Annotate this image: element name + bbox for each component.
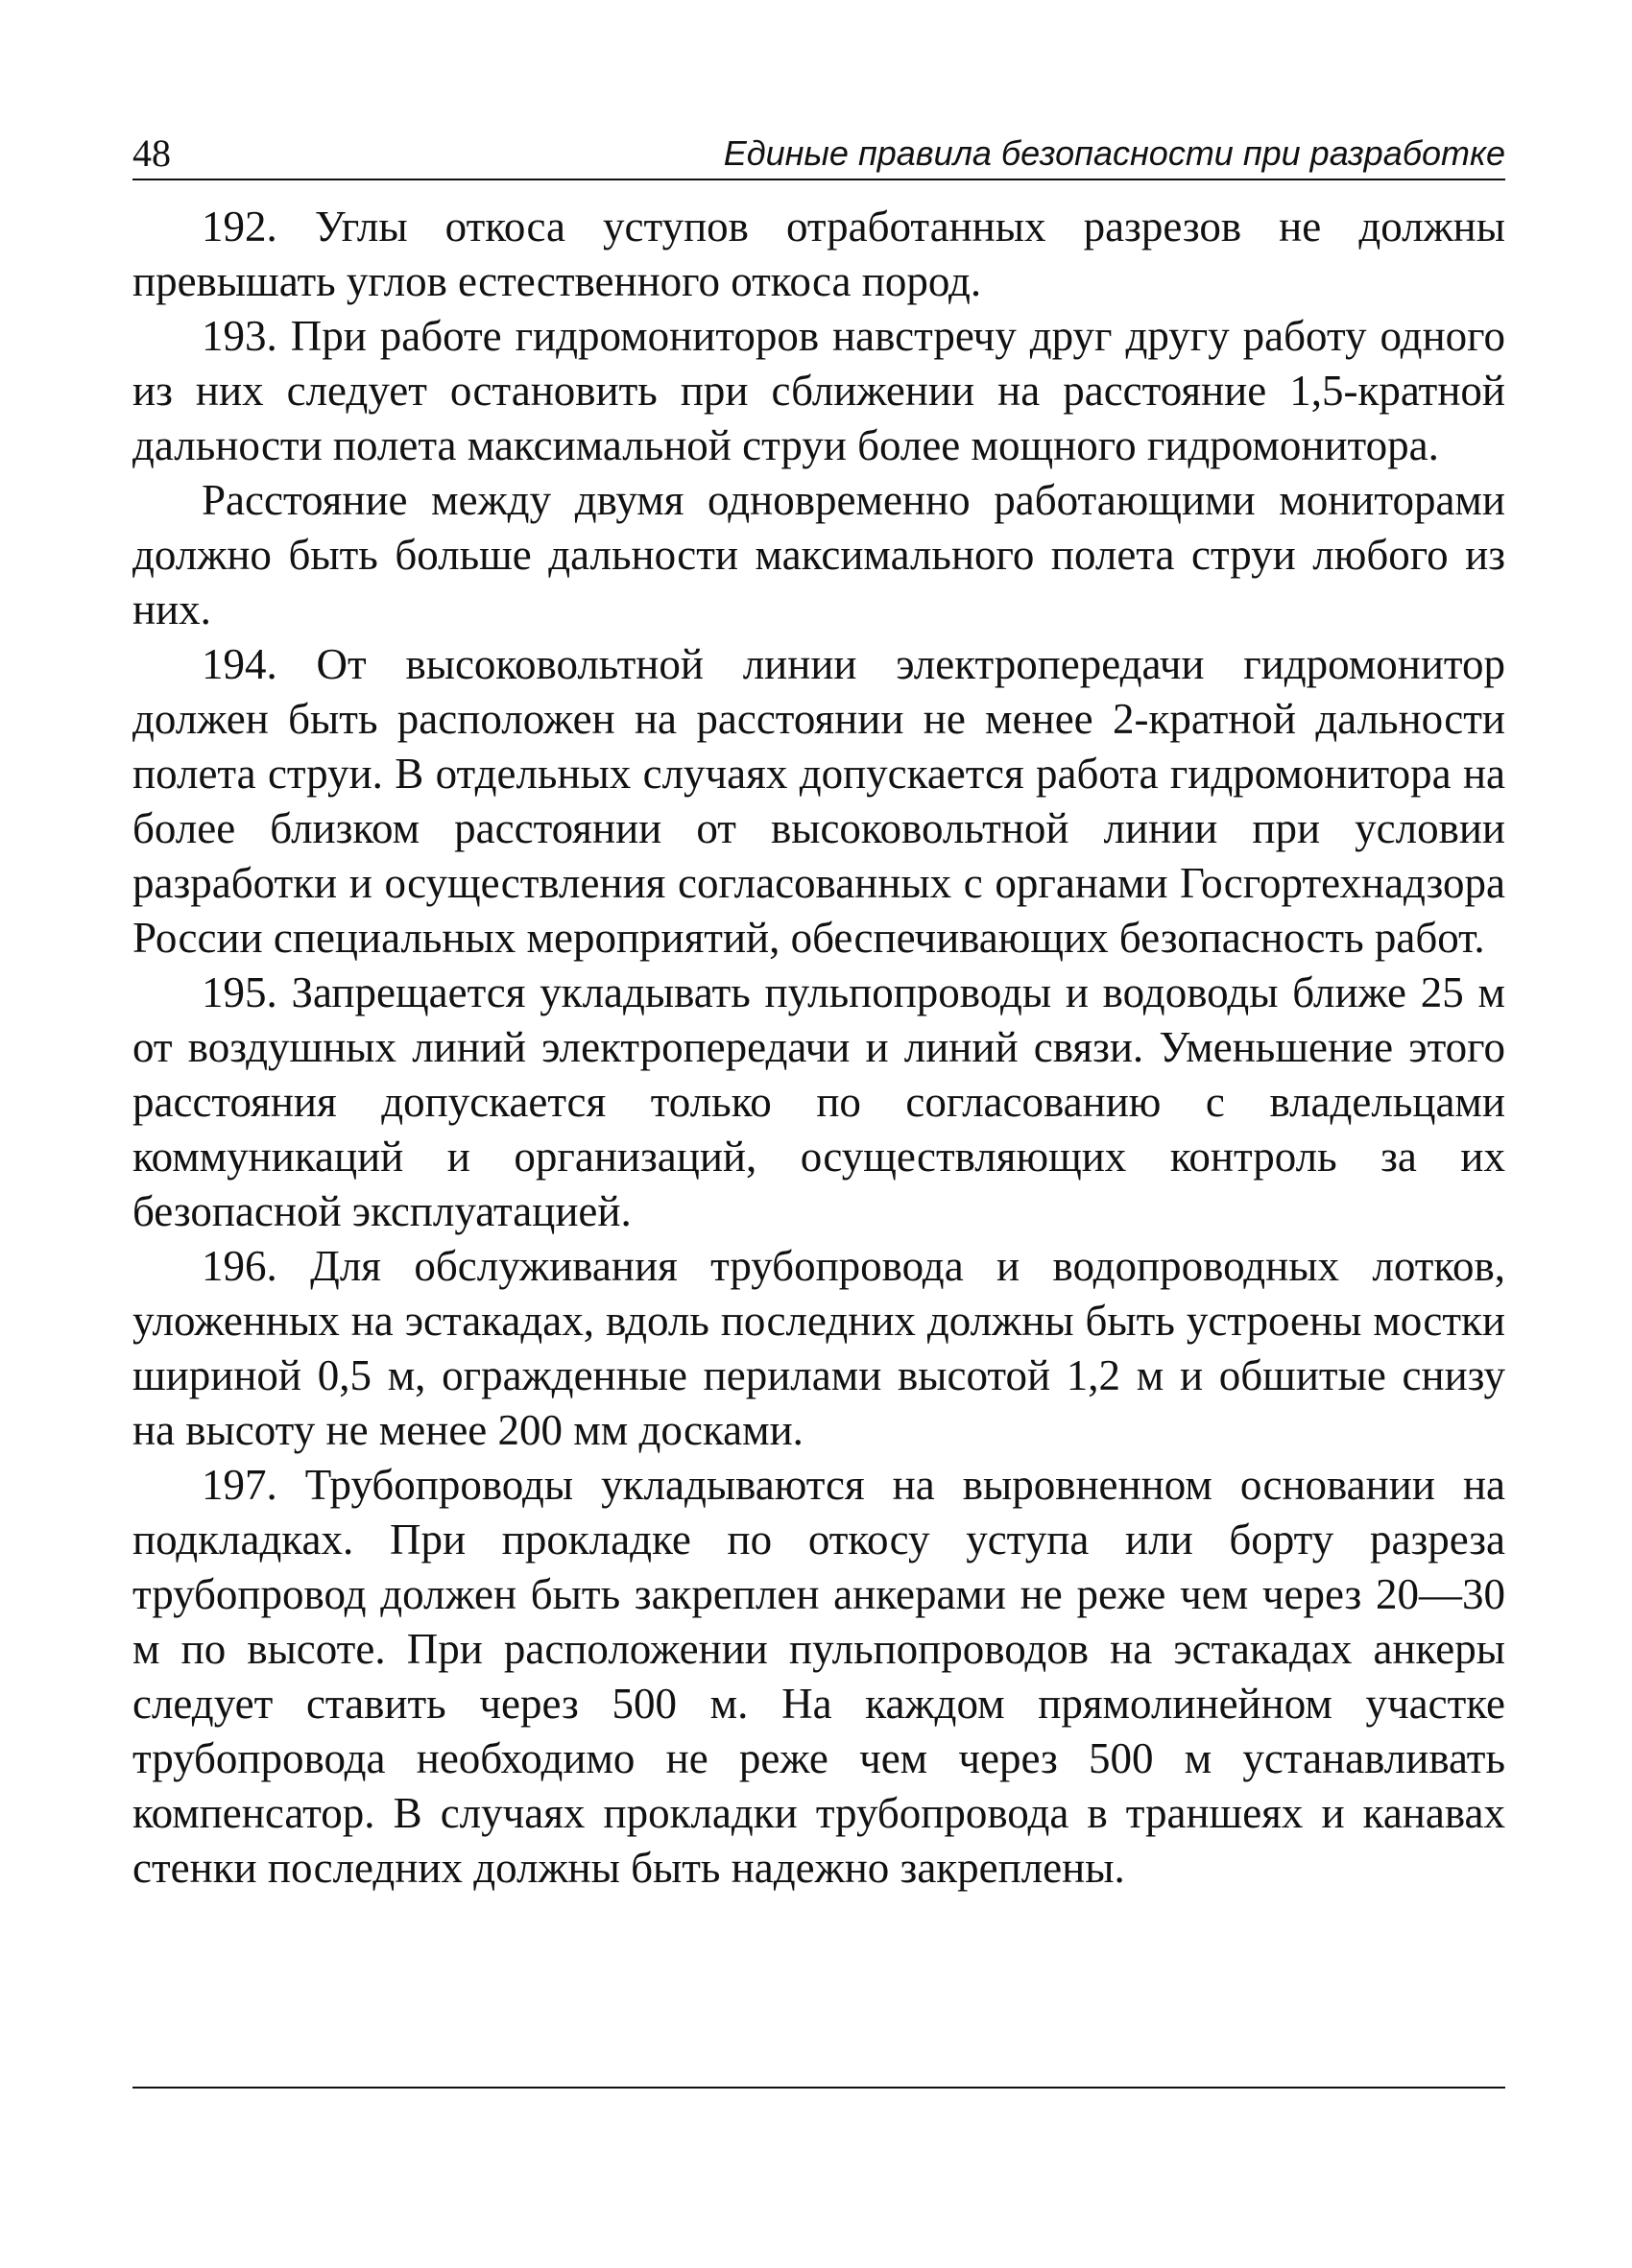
paragraph-193: 193. При работе гидромониторов навстречу друг другу работу одного из них следует остановить при сближении на расстояние 1,5-кратной дальности полета максимальной струи более мощного гидромонитора. (132, 312, 1505, 469)
paragraph-197: 197. Трубопроводы укладываются на выровненном основании на подкладках. При прокладке по откосу уступа или борту разреза трубопровод должен быть закреплен анкерами не реже чем через 20—30 м по высоте. При расположении пульпопроводов на эстакадах анкеры следует ставить через 500 м. На каждом прямолинейном участке трубопровода необходимо не реже чем через 500 м устанавливать компенсатор. В случаях прокладки трубопровода в траншеях и канавах стенки последних должны быть надежно закреплены. (132, 1461, 1505, 1892)
running-title: Единые правила безопасности при разработке (723, 133, 1505, 173)
body-text (132, 200, 1505, 1896)
paragraph-193-continued: Расстояние между двумя одновременно работающими мониторами должно быть больше дальности максимального полета струи любого из них. (132, 476, 1505, 633)
paragraph-196: 196. Для обслуживания трубопровода и водопроводных лотков, уложенных на эстакадах, вдоль последних должны быть устроены мостки шириной 0,5 м, огражденные перилами высотой 1,2 м и обшитые снизу на высоту не менее 200 мм досками. (132, 1242, 1505, 1454)
page-number: 48 (132, 131, 171, 175)
paragraph-192: 192. Углы откоса уступов отработанных разрезов не должны превышать углов естественного откоса пород. (132, 203, 1505, 305)
paragraph-195: 195. Запрещается укладывать пульпопроводы и водоводы ближе 25 м от воздушных линий электропередачи и линий связи. Уменьшение этого расстояния допускается только по согласованию с владельцами коммуникаций и организаций, осуществляющих контроль за их безопасной эксплуатацией. (132, 968, 1505, 1235)
page-header (132, 125, 1505, 180)
book-page (132, 125, 1505, 1896)
paragraph-194: 194. От высоковольтной линии электропередачи гидромонитор должен быть расположен на расстоянии не менее 2-кратной дальности полета струи. В отдельных случаях допускается работа гидромонитора на более близком расстоянии от высоковольтной линии при условии разработки и осуществления согласованных с органами Госгортехнадзора России специальных мероприятий, обеспечивающих безопасность работ. (132, 640, 1505, 962)
footer-divider (132, 2087, 1505, 2089)
